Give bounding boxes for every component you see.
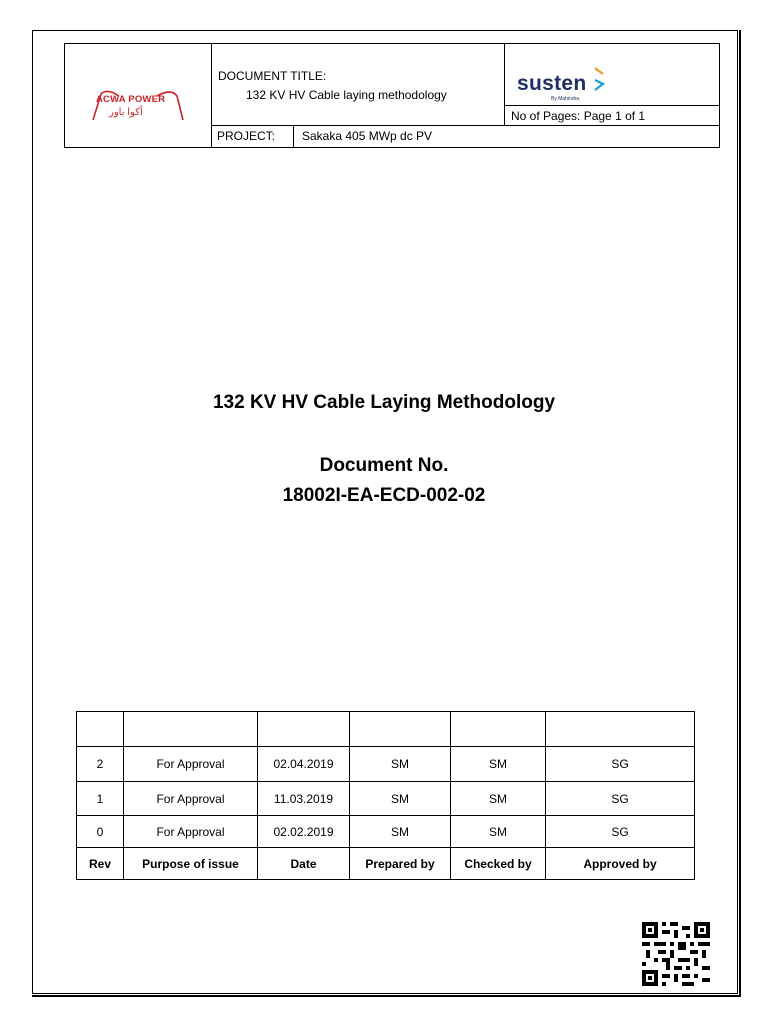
column-header: Prepared by: [350, 848, 451, 880]
purpose-cell: For Approval: [124, 747, 258, 782]
prepared-by-cell: SM: [350, 816, 451, 848]
date-cell: 11.03.2019: [258, 782, 350, 816]
contractor-logo-cell: [505, 44, 719, 106]
date-cell: 02.04.2019: [258, 747, 350, 782]
checked-by-cell: SM: [451, 782, 546, 816]
client-logo-cell: [65, 44, 212, 147]
susten-logo-text: susten: [517, 72, 587, 95]
rev-cell: 0: [77, 816, 124, 848]
table-row: [77, 747, 695, 782]
table-header-row: [77, 848, 695, 880]
column-header: Purpose of issue: [124, 848, 258, 880]
acwa-logo-text: ACWA POWER: [96, 94, 166, 105]
checked-by-cell: SM: [451, 747, 546, 782]
approved-by-cell: SG: [546, 816, 695, 848]
column-header: Approved by: [546, 848, 695, 880]
approved-by-cell: SG: [546, 747, 695, 782]
rev-cell: 2: [77, 747, 124, 782]
table-row: [77, 816, 695, 848]
revision-table: [76, 711, 695, 880]
qr-code-icon: [642, 922, 710, 986]
prepared-by-cell: SM: [350, 747, 451, 782]
document-number: 18002I-EA-ECD-002-02: [282, 485, 486, 506]
table-row: [77, 782, 695, 816]
document-title-label: DOCUMENT TITLE:: [218, 69, 327, 83]
checked-by-cell: SM: [451, 816, 546, 848]
document-header: [64, 43, 720, 148]
document-title-cell: [212, 44, 505, 126]
susten-logo: [517, 72, 587, 102]
project-label: PROJECT:: [212, 126, 294, 147]
rev-cell: 1: [77, 782, 124, 816]
column-header: Rev: [77, 848, 124, 880]
document-number-label: Document No.: [319, 455, 449, 476]
page-count: No of Pages: Page 1 of 1: [505, 106, 719, 126]
susten-chevron-icon: [593, 66, 607, 92]
document-main-title: 132 KV HV Cable Laying Methodology: [212, 392, 556, 413]
purpose-cell: For Approval: [124, 816, 258, 848]
susten-logo-subtext: By Mahindra: [551, 96, 580, 102]
acwa-logo-arabic: أكوا باور: [109, 107, 143, 118]
approved-by-cell: SG: [546, 782, 695, 816]
purpose-cell: For Approval: [124, 782, 258, 816]
column-header: Date: [258, 848, 350, 880]
prepared-by-cell: SM: [350, 782, 451, 816]
acwa-power-logo: [87, 90, 187, 130]
table-row: [77, 712, 695, 747]
column-header: Checked by: [451, 848, 546, 880]
date-cell: 02.02.2019: [258, 816, 350, 848]
project-value: Sakaka 405 MWp dc PV: [302, 129, 433, 143]
document-title-value: 132 KV HV Cable laying methodology: [246, 88, 447, 102]
